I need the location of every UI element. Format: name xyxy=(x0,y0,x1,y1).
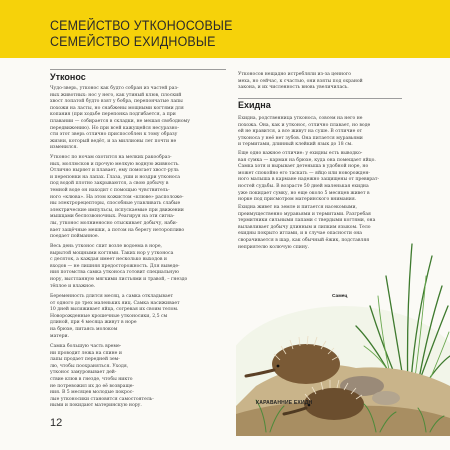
section-rule-echidna xyxy=(238,98,402,99)
chapter-title-line1: СЕМЕЙСТВО УТКОНОСОВЫЕ xyxy=(50,18,233,33)
figure-label-male: Самец xyxy=(332,294,348,299)
echidna-pouch-paragraph: Еще одно важное отличие: у ехидны есть выводко- вая сумка — карман на брюхе, куда она помещает яйцо. Самка хотя и вырывает детеныша в удобной норе, но может спокойно его таскать — яйцо или новорожден- ного малыша в кармане надежно защищены от превврат- ностей судьбы. В возрасте 50 дней маленькая ехидна уже покидает сумку, но еще около 5 месяцев живет в норке под присмотром материнского внимания. xyxy=(238,151,380,203)
platypus-intro-paragraph: Чудо-зверь, утконос как будто собран из частей раз- ных животных: нос у него, как утиный клюв, плоский хвост лопатой будто взят у бобра, перепончатые лапы похожи на ласты, но снабжены мощными когтями для копания (при ходьбе перепонка подгибается, а при плавании — собирается в складки, не мешая свободному передвижению). Но при всей кажущейся несуразно- сти этот зверь отлично приспособлен к тому образу жизни, который ведёт, и за миллионы лет почти не изменился. xyxy=(50,86,190,151)
platypus-hunting-paragraph: Утконос по ночам охотится на мелких ракообраз- ных, моллюсков и прочую мелкую водную живность. Отлично ныряет и плавает, ему помогает хвост-руль и перепонки на лапах. Глаза, уши и ноздри утконоса под водой плотно закрываются, а свою добычу в темной воде он находит с помощью чувствитель- ного «клюва». На этом кожистом «клюве» расположе- ны электрорецепторы, способные улавливать слабые электрические импульсы, испускаемые при движении мышцами беспозвоночных. Реагируя на эти сигна- лы, утконос молниеносно отыскивает добычу, наби- вает защёчные мешки, а потом на берегу неторопливо поедает пойманное. xyxy=(50,155,185,240)
echidna-intro-paragraph: Ехидна, родственница утконоса, совсем на него не похожа. Она, как и утконос, отлично плавает, но воде ей не нравится, а все живут на суше. В отличие от утконоса у неё нет зубов. Она питается муравьями и термитами, длинный клейкий язык до 18 см. xyxy=(238,116,371,148)
chapter-banner xyxy=(0,0,450,58)
platypus-breeding-paragraph: Беременность длится месяц, а самка откладывает от одного до трех маленьких яиц. Самка насиживает 10 дней высиживает яйца, согревая их своим телом. Новорожденные крошечные утконосики, 2,5 см длиной, при 4 месяца живут в норе на брюхе, питаясь молоком матери. xyxy=(50,294,180,339)
echidna-diet-paragraph: Ехидна живет на земле и питается насекомыми, преимущественно муравьями и термитами. Разгребая термитники сильными лапами с твердыми когтями, она вылавливает добычу длинным и липким языком. Тело ехидны покрыто иглами, и в случае опасности она сворачивается в шар, как обычный ёжик, подставляя неприятелю колючую спину. xyxy=(238,205,376,250)
platypus-protection-paragraph: Утконосов нещадно истребляли из-за ценного меха, но сейчас, к счастью, они взяты под охраной закона, и их численность вновь увеличилась. xyxy=(238,72,363,91)
section-heading-platypus: Утконос xyxy=(50,72,86,82)
page-number: 12 xyxy=(50,417,63,429)
platypus-young-paragraph: Самка большую часть време- ни проводит лежа на спине и лапы продает передней зем- лю, чтобы поохраняться. Уходя, утконос замуровывает дей- ствие клюв в гнезде, чтобы никто не потревожил их до её возвраще- ния. В 5 месяцев молодые покрос- лые утконосики становятся самостоятель- ными и покидают материнскую нору. xyxy=(50,344,154,409)
chapter-title-line2: СЕМЕЙСТВО ЕХИДНОВЫЕ xyxy=(50,34,216,49)
section-rule-platypus xyxy=(50,69,226,70)
platypus-burrow-paragraph: Весь день утконос спит возле водоема в норе, вырытой мощными когтями. Таких нор у утконоса с десяток, а каждая имеет несколько выходов и входов — не лишняя предосторожность. Для выведе- ния потомства самка утконоса готовит специальную нору, выстланную мягкими листьями и травой, – гнездо тёплое и влажное. xyxy=(50,244,188,289)
section-heading-echidna: Ехидна xyxy=(238,100,271,110)
platypus-echidna-illustration xyxy=(236,236,450,436)
figure-caption: КАРАВАННИЕ ЕХИДН xyxy=(256,400,313,406)
